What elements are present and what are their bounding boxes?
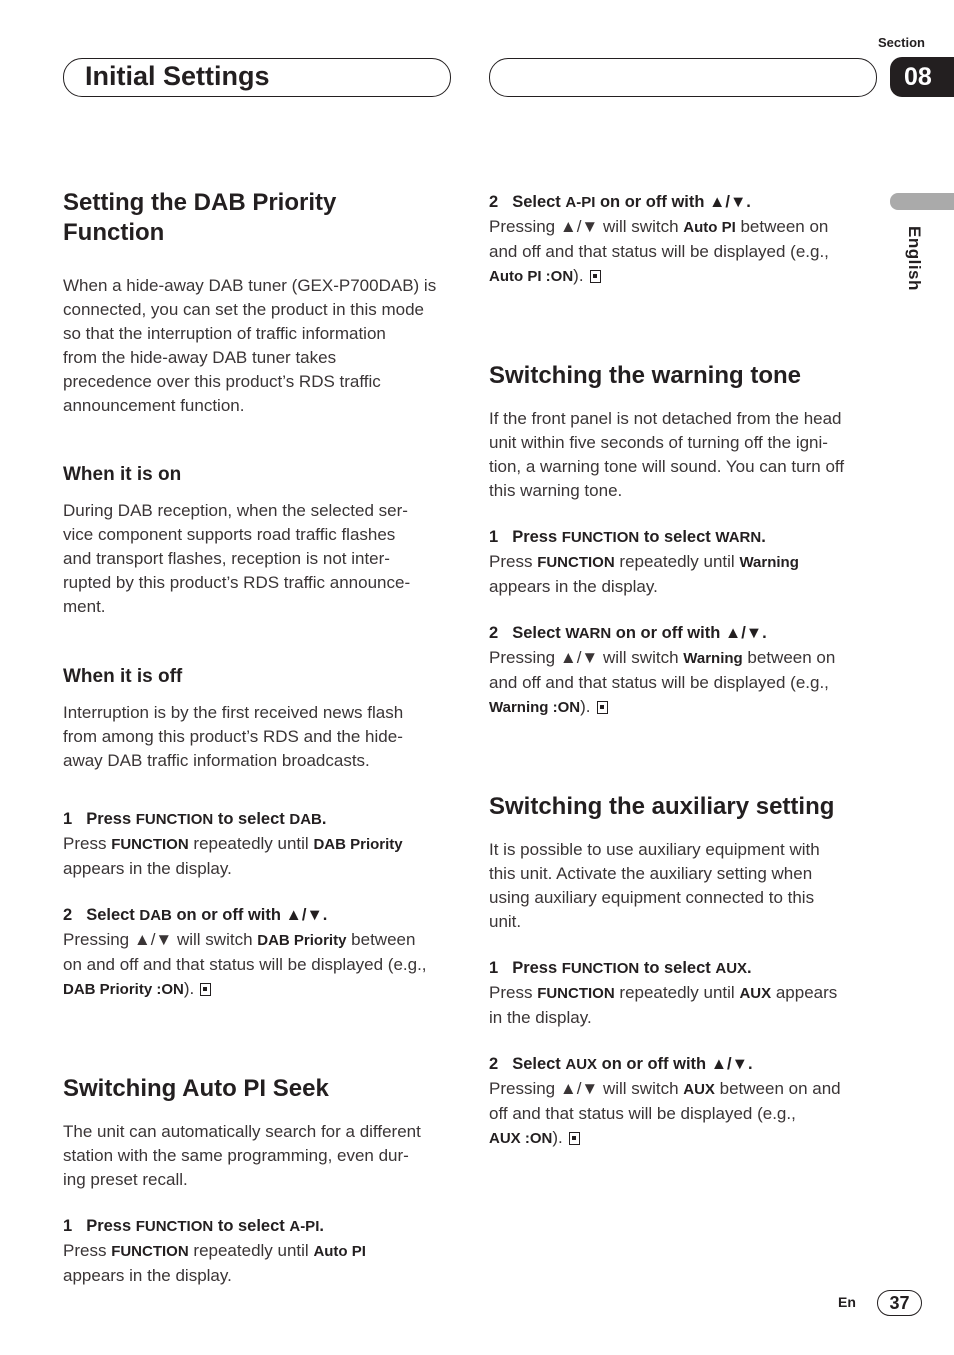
autopi-intro <box>63 1120 453 1192</box>
text: Press <box>489 983 538 1002</box>
dab-heading-line2: Function <box>63 219 165 246</box>
text-line: It is possible to use auxiliary equipment with <box>489 840 820 859</box>
section-label: Section <box>878 35 925 50</box>
text: on or off with ▲/▼. <box>597 1055 753 1073</box>
text-line: from the hide-away DAB tuner takes <box>63 348 337 367</box>
step-number: 1 <box>63 810 73 828</box>
text: off and that status will be displayed (e.g., <box>489 1104 796 1123</box>
dab-heading-line1: Setting the DAB Priority <box>63 189 337 216</box>
aux-step1-heading <box>489 956 879 981</box>
text: in the display. <box>489 1008 592 1027</box>
step-number: 2 <box>489 1055 499 1073</box>
language-tab-label: English <box>905 226 924 291</box>
text: Press <box>86 810 136 828</box>
text: on and off and that status will be displayed (e.g., <box>63 955 427 974</box>
text: ). <box>573 266 584 285</box>
text: Pressing ▲/▼ will switch <box>63 930 258 949</box>
text: . <box>319 1217 324 1235</box>
key-name: FUNCTION <box>537 554 615 571</box>
aux-intro <box>489 838 879 934</box>
text: between on and <box>714 1079 841 1098</box>
dab-step1-heading <box>63 807 453 832</box>
key-name: FUNCTION <box>537 985 615 1002</box>
aux-step2-body <box>489 1077 879 1151</box>
display-code: Warning <box>683 650 743 667</box>
display-code: Auto PI <box>313 1243 366 1260</box>
when-on-text <box>63 499 453 619</box>
section-number-badge: 08 <box>890 57 954 97</box>
text-line: rupted by this product’s RDS traffic announce- <box>63 573 411 592</box>
page-number: 37 <box>877 1290 922 1316</box>
language-tab-marker <box>890 193 954 210</box>
autopi-step2-body <box>489 215 879 289</box>
text: and off and that status will be displayed (e.g., <box>489 242 829 261</box>
text: to select <box>213 810 290 828</box>
display-code: AUX <box>683 1081 715 1098</box>
text-line: ment. <box>63 597 106 616</box>
aux-heading: Switching the auxiliary setting <box>489 793 835 820</box>
display-code: DAB Priority <box>257 932 347 949</box>
text: Press <box>512 959 562 977</box>
text-line: During DAB reception, when the selected ser- <box>63 501 408 520</box>
text: Press <box>489 552 538 571</box>
title-bar-right <box>489 58 877 97</box>
display-code: AUX <box>565 1056 598 1073</box>
text: . <box>761 528 766 546</box>
right-column <box>489 190 879 1151</box>
text: to select <box>639 959 716 977</box>
step-number: 2 <box>63 906 73 924</box>
display-code: AUX <box>739 985 772 1002</box>
display-code: DAB <box>289 811 322 828</box>
key-name: FUNCTION <box>561 960 640 977</box>
text-line: unit. <box>489 912 522 931</box>
text: to select <box>213 1217 290 1235</box>
text: Select <box>512 193 566 211</box>
text: ). <box>183 979 195 998</box>
step-number: 1 <box>63 1217 73 1235</box>
display-code: Auto PI <box>683 219 736 236</box>
text: on or off with ▲/▼. <box>611 624 767 642</box>
dab-step1-body <box>63 832 453 881</box>
display-code: WARN <box>565 625 612 642</box>
step-number: 1 <box>489 959 499 977</box>
aux-step2-heading <box>489 1052 879 1077</box>
when-on-heading: When it is on <box>63 464 182 485</box>
warning-step2-heading <box>489 621 879 646</box>
text-line: If the front panel is not detached from the head <box>489 409 842 428</box>
text-line: this warning tone. <box>489 481 623 500</box>
text: ). <box>552 1128 563 1147</box>
text: Pressing ▲/▼ will switch <box>489 648 684 667</box>
text-line: tion, a warning tone will sound. You can turn off <box>489 457 845 476</box>
autopi-heading: Switching Auto PI Seek <box>63 1075 329 1102</box>
display-code: Warning <box>739 554 799 571</box>
dab-step2-heading <box>63 903 453 928</box>
end-mark-icon <box>200 983 211 996</box>
text: Select <box>86 906 140 924</box>
autopi-step1-body <box>63 1239 453 1288</box>
display-code: Auto PI :ON <box>489 268 574 285</box>
key-name: FUNCTION <box>135 1218 214 1235</box>
text: Select <box>512 1055 566 1073</box>
autopi-step1-heading <box>63 1214 453 1239</box>
warning-heading: Switching the warning tone <box>489 362 801 389</box>
text: appears <box>771 983 838 1002</box>
display-code: A-PI <box>289 1218 320 1235</box>
when-off-heading: When it is off <box>63 666 183 687</box>
text: between on <box>742 648 836 667</box>
step-number: 1 <box>489 528 499 546</box>
text-line: station with the same programming, even dur- <box>63 1146 409 1165</box>
display-code: DAB Priority <box>313 836 403 853</box>
text-line: away DAB traffic information broadcasts. <box>63 751 370 770</box>
when-off-text <box>63 701 453 773</box>
key-name: FUNCTION <box>111 1243 189 1260</box>
text: Pressing ▲/▼ will switch <box>489 1079 684 1098</box>
text-line: this unit. Activate the auxiliary setting when <box>489 864 813 883</box>
text: appears in the display. <box>63 859 232 878</box>
autopi-step2-heading <box>489 190 879 215</box>
text: Select <box>512 624 566 642</box>
text: between <box>346 930 416 949</box>
text: Press <box>63 834 112 853</box>
text: to select <box>639 528 716 546</box>
text: Press <box>63 1241 112 1260</box>
end-mark-icon <box>597 701 608 714</box>
step-number: 2 <box>489 193 499 211</box>
left-column <box>63 188 453 1288</box>
text-line: unit within five seconds of turning off the igni- <box>489 433 828 452</box>
text: repeatedly until <box>188 1241 314 1260</box>
text-line: Interruption is by the first received news flash <box>63 703 404 722</box>
warning-step1-heading <box>489 525 879 550</box>
display-code: DAB <box>139 907 172 924</box>
text-line: When a hide-away DAB tuner (GEX-P700DAB) is <box>63 276 437 295</box>
text-line: connected, you can set the product in this mode <box>63 300 425 319</box>
text: Press <box>86 1217 136 1235</box>
text-line: from among this product’s RDS and the hide- <box>63 727 403 746</box>
display-code: A-PI <box>565 194 596 211</box>
text: and off and that status will be displayed (e.g., <box>489 673 829 692</box>
end-mark-icon <box>569 1132 580 1145</box>
text-line: announcement function. <box>63 396 245 415</box>
text-line: ing preset recall. <box>63 1170 188 1189</box>
display-code: DAB Priority :ON <box>63 981 184 998</box>
text: repeatedly until <box>614 983 740 1002</box>
key-name: FUNCTION <box>561 529 640 546</box>
text: Pressing ▲/▼ will switch <box>489 217 684 236</box>
end-mark-icon <box>590 270 601 283</box>
text-line: so that the interruption of traffic information <box>63 324 386 343</box>
text: Press <box>512 528 562 546</box>
text-line: using auxiliary equipment connected to this <box>489 888 815 907</box>
warning-step1-body <box>489 550 879 599</box>
display-code: AUX <box>715 960 748 977</box>
display-code: WARN <box>715 529 762 546</box>
text: . <box>321 810 327 828</box>
key-name: FUNCTION <box>111 836 189 853</box>
aux-step1-body <box>489 981 879 1030</box>
text: ). <box>580 697 591 716</box>
display-code: Warning :ON <box>489 699 581 716</box>
page-title: Initial Settings <box>85 61 270 91</box>
key-name: FUNCTION <box>135 811 214 828</box>
text: on or off with ▲/▼. <box>171 906 328 924</box>
text: . <box>747 959 752 977</box>
dab-intro <box>63 274 453 418</box>
text: repeatedly until <box>614 552 740 571</box>
text-line: precedence over this product’s RDS traffic <box>63 372 381 391</box>
warning-step2-body <box>489 646 879 720</box>
footer-language: En <box>838 1294 856 1310</box>
text: between on <box>735 217 829 236</box>
warning-intro <box>489 407 879 503</box>
dab-heading <box>63 188 453 248</box>
text: appears in the display. <box>489 577 658 596</box>
display-code: AUX :ON <box>489 1130 553 1147</box>
text: on or off with ▲/▼. <box>595 193 751 211</box>
text: repeatedly until <box>188 834 314 853</box>
text-line: The unit can automatically search for a different <box>63 1122 421 1141</box>
text: appears in the display. <box>63 1266 232 1285</box>
text-line: and transport flashes, reception is not inter- <box>63 549 390 568</box>
step-number: 2 <box>489 624 499 642</box>
dab-step2-body <box>63 928 453 1002</box>
text-line: vice component supports road traffic flashes <box>63 525 396 544</box>
